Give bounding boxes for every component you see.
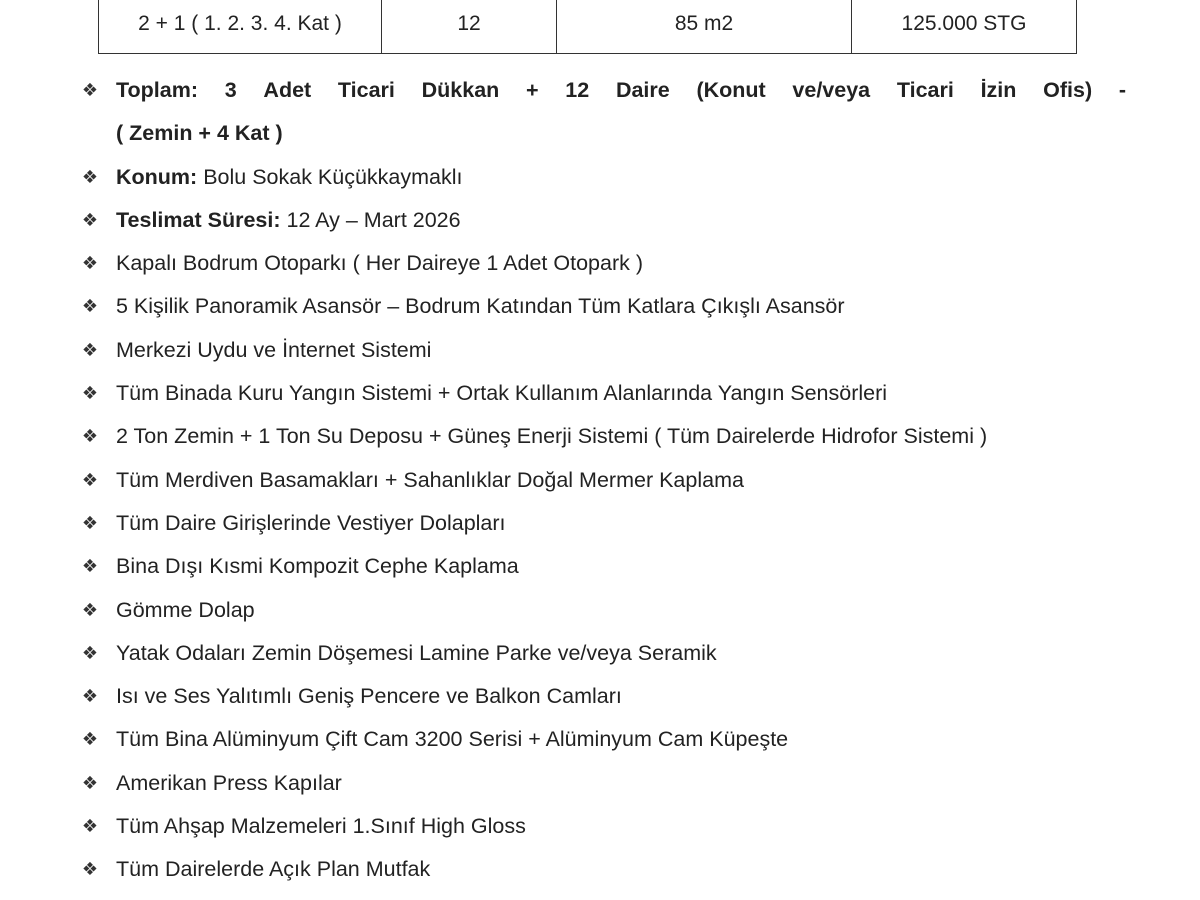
feature-text: Gömme Dolap	[116, 597, 255, 622]
diamond-bullet-icon: ❖	[81, 253, 99, 274]
feature-text: Bina Dışı Kısmi Kompozit Cephe Kaplama	[116, 554, 519, 579]
summary-item	[0, 69, 1200, 156]
list-item	[0, 242, 1200, 285]
feature-text: Amerikan Press Kapılar	[116, 770, 342, 795]
summary-word: ve/veya	[792, 78, 871, 102]
list-item	[0, 805, 1200, 848]
summary-word: 3	[224, 78, 237, 102]
list-item	[0, 589, 1200, 632]
diamond-bullet-icon: ❖	[81, 512, 99, 533]
diamond-bullet-icon: ❖	[81, 642, 99, 663]
feature-text: Tüm Binada Kuru Yangın Sistemi + Ortak Kullanım Alanlarında Yangın Sensörleri	[116, 381, 888, 406]
summary-word: Adet	[263, 78, 312, 102]
location-item	[0, 156, 1200, 199]
diamond-bullet-icon: ❖	[81, 296, 99, 317]
diamond-bullet-icon: ❖	[81, 599, 99, 620]
diamond-bullet-icon: ❖	[81, 209, 99, 230]
summary-label: Toplam:	[116, 78, 199, 102]
summary-word: Ticari	[337, 78, 395, 102]
unit-spec-table	[98, 0, 1077, 54]
summary-word: +	[526, 78, 539, 102]
table-row	[99, 0, 1077, 54]
feature-list	[0, 69, 1200, 892]
feature-text: Isı ve Ses Yalıtımlı Geniş Pencere ve Balkon Camları	[116, 684, 622, 709]
diamond-bullet-icon: ❖	[81, 383, 99, 404]
feature-text: Tüm Merdiven Basamakları + Sahanlıklar Doğal Mermer Kaplama	[116, 467, 744, 492]
diamond-bullet-icon: ❖	[81, 166, 99, 187]
list-item	[0, 718, 1200, 761]
summary-word: Daire	[615, 78, 670, 102]
feature-text: Kapalı Bodrum Otoparkı ( Her Daireye 1 Adet Otopark )	[116, 251, 643, 276]
list-item	[0, 545, 1200, 588]
summary-word: (Konut	[696, 78, 766, 102]
list-item	[0, 632, 1200, 675]
feature-text: Tüm Bina Alüminyum Çift Cam 3200 Serisi + Alüminyum Cam Küpeşte	[116, 727, 789, 752]
summary-line-2: ( Zemin + 4 Kat )	[116, 121, 283, 146]
feature-text: Yatak Odaları Zemin Döşemesi Lamine Parke ve/veya Seramik	[116, 640, 717, 665]
delivery-value: 12 Ay – Mart 2026	[286, 207, 461, 232]
list-item	[0, 329, 1200, 372]
location-label: Konum:	[116, 164, 198, 189]
summary-word: -	[1118, 78, 1126, 102]
diamond-bullet-icon: ❖	[81, 339, 99, 360]
diamond-bullet-icon: ❖	[81, 859, 99, 880]
unit-type-cell: 2 + 1 ( 1. 2. 3. 4. Kat )	[99, 0, 382, 54]
delivery-label: Teslimat Süresi:	[116, 207, 281, 232]
diamond-bullet-icon: ❖	[81, 816, 99, 837]
summary-line-1	[116, 69, 1126, 112]
feature-text: Tüm Daire Girişlerinde Vestiyer Dolapları	[116, 510, 506, 535]
feature-text: Merkezi Uydu ve İnternet Sistemi	[116, 337, 432, 362]
diamond-bullet-icon: ❖	[81, 469, 99, 490]
diamond-bullet-icon: ❖	[81, 729, 99, 750]
diamond-bullet-icon: ❖	[81, 556, 99, 577]
list-item	[0, 848, 1200, 891]
summary-word: Ofis)	[1043, 78, 1093, 102]
unit-price-cell: 125.000 STG	[852, 0, 1077, 54]
list-item	[0, 285, 1200, 328]
summary-word: 12	[565, 78, 590, 102]
summary-word: Dükkan	[421, 78, 500, 102]
list-item	[0, 372, 1200, 415]
summary-word: Ticari	[896, 78, 954, 102]
list-item	[0, 675, 1200, 718]
feature-text: 5 Kişilik Panoramik Asansör – Bodrum Katından Tüm Katlara Çıkışlı Asansör	[116, 294, 845, 319]
feature-text: Tüm Ahşap Malzemeleri 1.Sınıf High Gloss	[116, 814, 526, 839]
diamond-bullet-icon: ❖	[81, 80, 99, 100]
diamond-bullet-icon: ❖	[81, 772, 99, 793]
unit-count-cell: 12	[382, 0, 557, 54]
list-item	[0, 762, 1200, 805]
list-item	[0, 502, 1200, 545]
diamond-bullet-icon: ❖	[81, 426, 99, 447]
list-item	[0, 415, 1200, 458]
diamond-bullet-icon: ❖	[81, 686, 99, 707]
feature-text: 2 Ton Zemin + 1 Ton Su Deposu + Güneş Enerji Sistemi ( Tüm Dairelerde Hidrofor Sistemi )	[116, 424, 988, 449]
delivery-item	[0, 199, 1200, 242]
feature-text: Tüm Dairelerde Açık Plan Mutfak	[116, 857, 431, 882]
location-value: Bolu Sokak Küçükkaymaklı	[203, 164, 463, 189]
list-item	[0, 459, 1200, 502]
summary-word: İzin	[980, 78, 1017, 102]
unit-area-cell: 85 m2	[557, 0, 852, 54]
